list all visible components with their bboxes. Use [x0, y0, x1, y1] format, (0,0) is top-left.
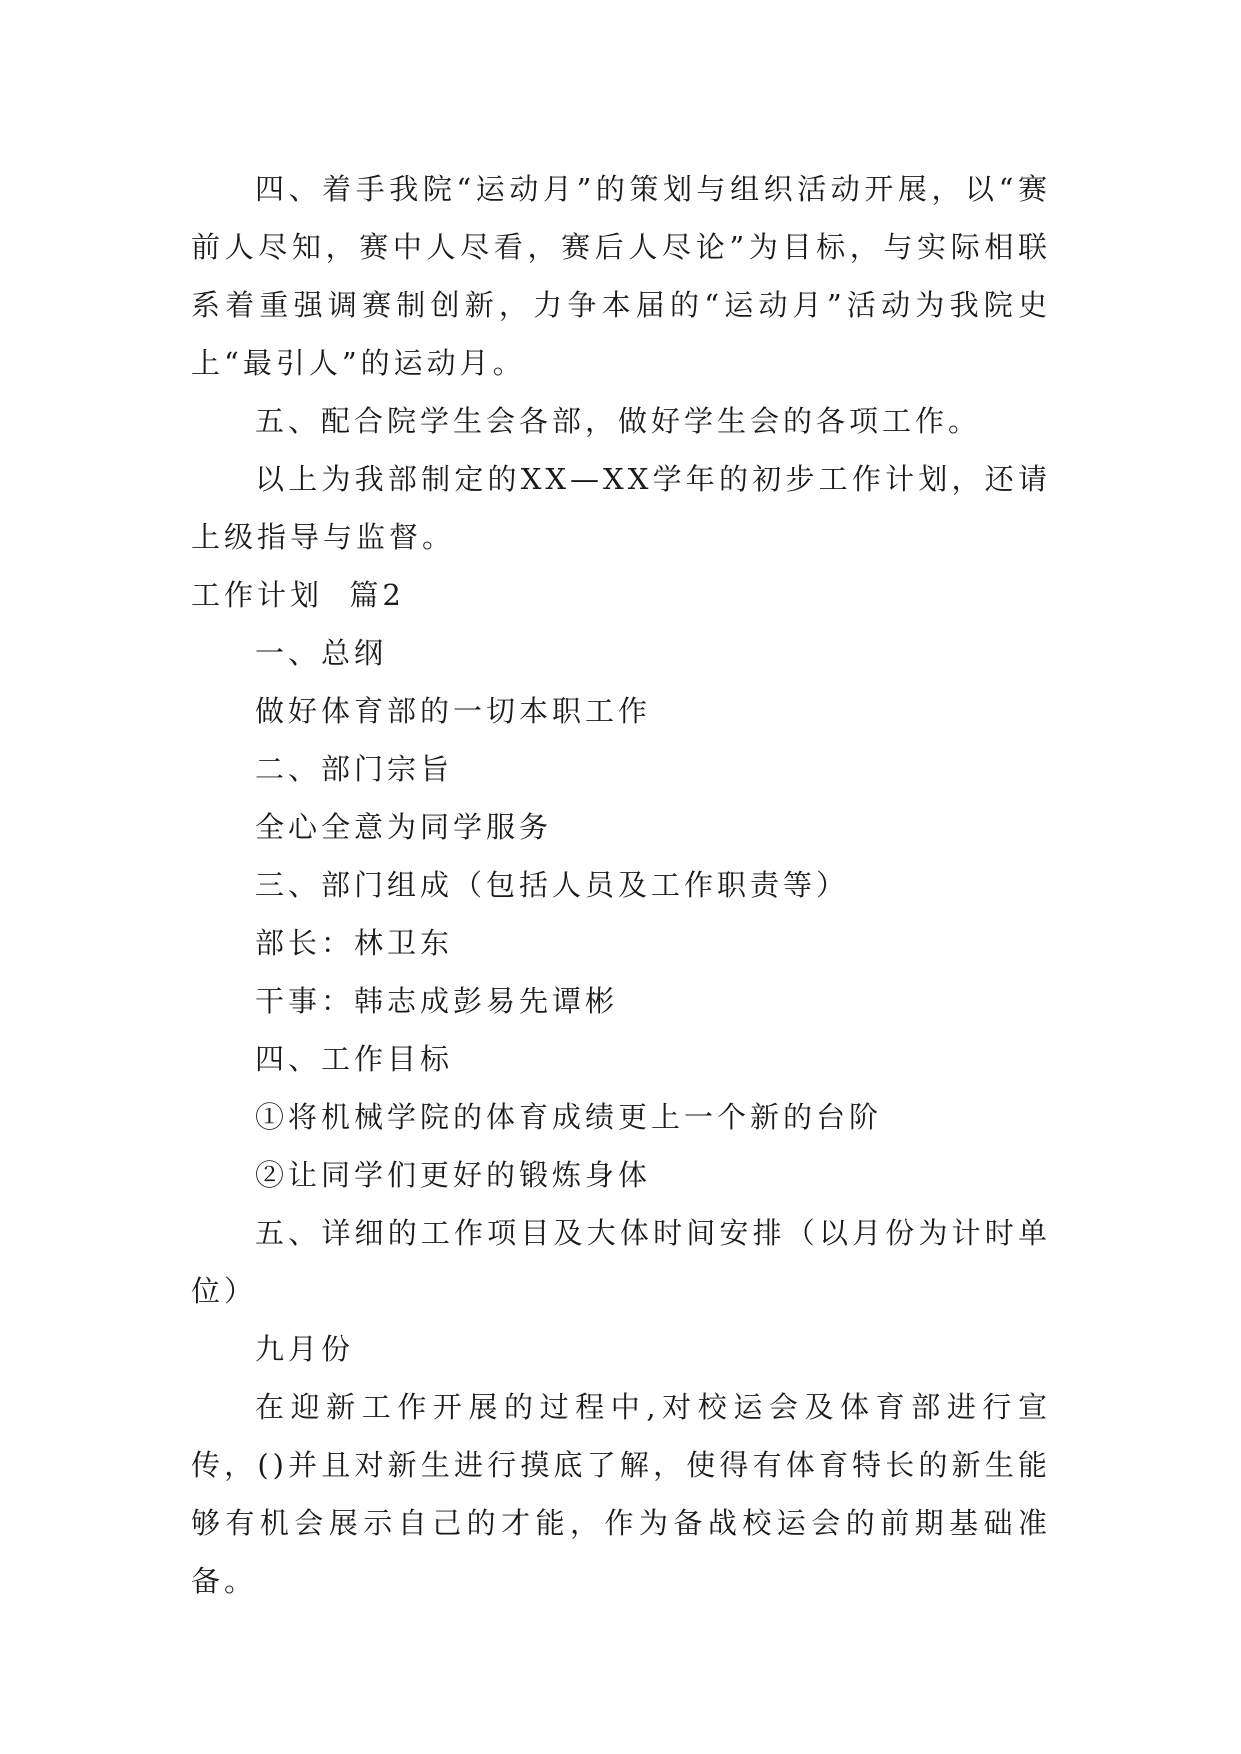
paragraph-plan-conclusion: 以上为我部制定的XX—XX学年的初步工作计划，还请上级指导与监督。 — [191, 462, 1051, 554]
paragraph-staff: 干事：韩志成彭易先谭彬 — [255, 984, 619, 1018]
paragraph-sports-month: 四、着手我院“运动月”的策划与组织活动开展，以“赛前人尽知，赛中人尽看，赛后人尽论”为目标，与实际相联系着重强调赛制创新，力争本届的“运动月”活动为我院史上“最引人”的运动月。 — [191, 172, 1051, 380]
paragraph-september-plan: 在迎新工作开展的过程中,对校运会及体育部进行宣传，()并且对新生进行摸底了解，使得有体育特长的新生能够有机会展示自己的才能，作为备战校运会的前期基础准备。 — [191, 1390, 1051, 1598]
goal-item-2: ②让同学们更好的锻炼身体 — [255, 1158, 652, 1192]
section-heading-plan-2: 工作计划 篇2 — [191, 578, 405, 612]
paragraph-minister: 部长：林卫东 — [255, 926, 454, 960]
heading-department-composition: 三、部门组成（包括人员及工作职责等） — [255, 868, 850, 902]
paragraph-serve-students: 全心全意为同学服务 — [255, 810, 553, 844]
heading-work-goals: 四、工作目标 — [255, 1042, 454, 1076]
heading-september: 九月份 — [255, 1332, 355, 1366]
paragraph-duties: 做好体育部的一切本职工作 — [255, 694, 652, 728]
paragraph-cooperate-student-union: 五、配合院学生会各部，做好学生会的各项工作。 — [255, 404, 982, 438]
document-body — [191, 160, 1051, 1610]
heading-general-outline: 一、总纲 — [255, 636, 388, 670]
heading-work-schedule: 五、详细的工作项目及大体时间安排（以月份为计时单位） — [191, 1216, 1051, 1308]
heading-department-purpose: 二、部门宗旨 — [255, 752, 454, 786]
goal-item-1: ①将机械学院的体育成绩更上一个新的台阶 — [255, 1100, 883, 1134]
